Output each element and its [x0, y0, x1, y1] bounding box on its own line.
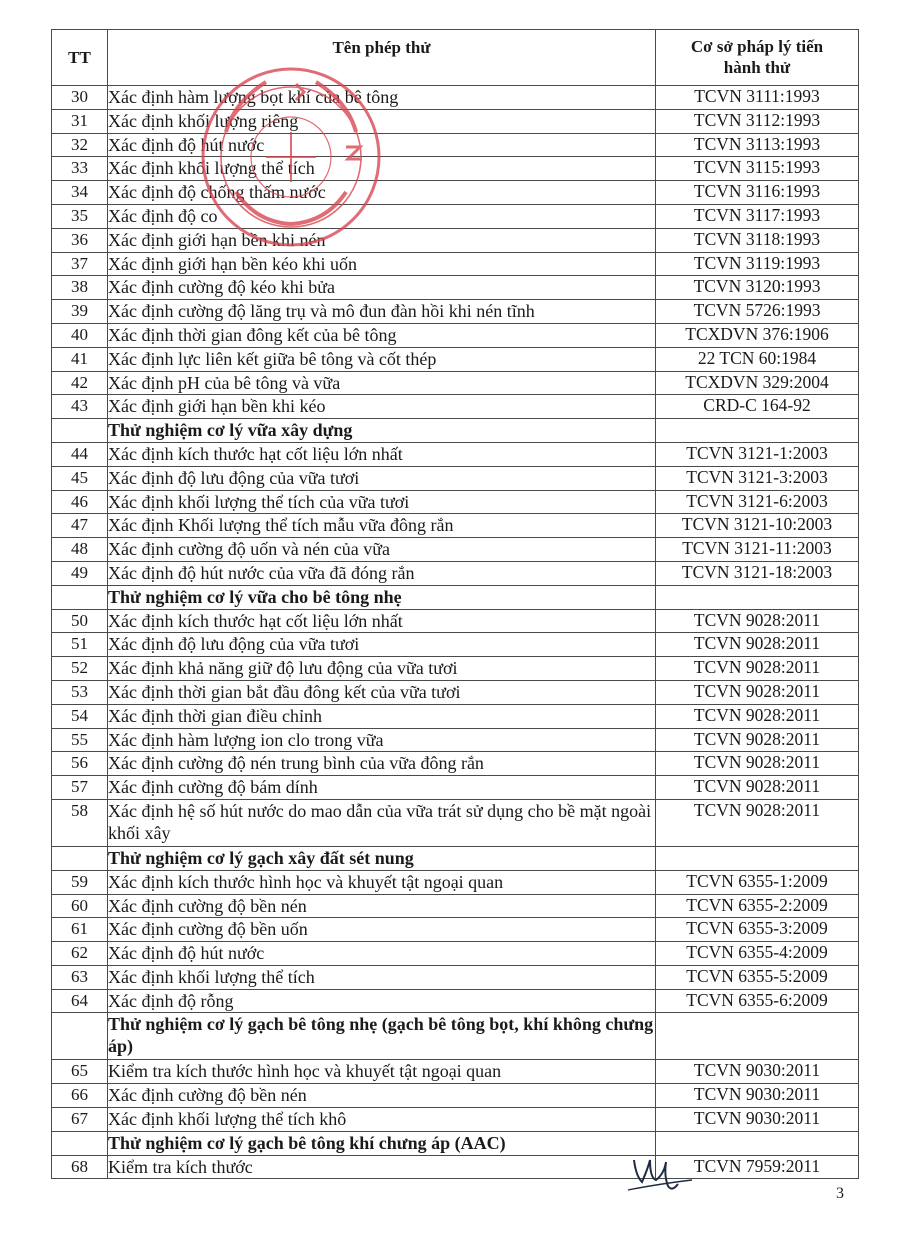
- table-row: [52, 776, 859, 800]
- legal-basis: TCVN 3116:1993: [656, 181, 859, 205]
- table-row: [52, 442, 859, 466]
- table-row: [52, 728, 859, 752]
- section-header-row: [52, 846, 859, 870]
- row-number: 40: [52, 323, 108, 347]
- legal-basis: TCVN 9028:2011: [656, 776, 859, 800]
- test-name: Xác định lực liên kết giữa bê tông và cốt thép: [108, 347, 656, 371]
- table-row: [52, 157, 859, 181]
- test-name: Xác định khả năng giữ độ lưu động của vữa tươi: [108, 657, 656, 681]
- row-number: 67: [52, 1108, 108, 1132]
- section-header-row: [52, 1131, 859, 1155]
- legal-basis: [656, 846, 859, 870]
- row-number: 51: [52, 633, 108, 657]
- table-row: [52, 752, 859, 776]
- legal-basis: CRD-C 164-92: [656, 395, 859, 419]
- row-number: [52, 846, 108, 870]
- table-row: [52, 965, 859, 989]
- test-name: Xác định giới hạn bền khi kéo: [108, 395, 656, 419]
- row-number: 38: [52, 276, 108, 300]
- legal-basis: TCVN 3118:1993: [656, 228, 859, 252]
- header-test-name: Tên phép thử: [108, 30, 656, 86]
- row-number: 65: [52, 1060, 108, 1084]
- row-number: 39: [52, 300, 108, 324]
- row-number: 34: [52, 181, 108, 205]
- table-row: [52, 466, 859, 490]
- test-name: Kiểm tra kích thước: [108, 1155, 656, 1179]
- legal-basis: TCVN 9030:2011: [656, 1108, 859, 1132]
- row-number: 48: [52, 538, 108, 562]
- row-number: 56: [52, 752, 108, 776]
- table-row: [52, 252, 859, 276]
- header-legal-basis: Cơ sở pháp lý tiến hành thử: [656, 30, 859, 86]
- test-name: Xác định thời gian đông kết của bê tông: [108, 323, 656, 347]
- test-name: Xác định cường độ bám dính: [108, 776, 656, 800]
- test-name: Xác định kích thước hạt cốt liệu lớn nhất: [108, 442, 656, 466]
- section-title: Thử nghiệm cơ lý gạch bê tông nhẹ (gạch bê tông bọt, khí không chưng áp): [108, 1013, 656, 1060]
- legal-basis: TCVN 6355-3:2009: [656, 918, 859, 942]
- table-row: [52, 918, 859, 942]
- row-number: 61: [52, 918, 108, 942]
- legal-basis: TCVN 7959:2011: [656, 1155, 859, 1179]
- test-name: Xác định độ co: [108, 204, 656, 228]
- legal-basis: TCVN 3121-1:2003: [656, 442, 859, 466]
- table-row: [52, 204, 859, 228]
- legal-basis: [656, 585, 859, 609]
- row-number: 63: [52, 965, 108, 989]
- table-row: [52, 347, 859, 371]
- test-name: Xác định cường độ uốn và nén của vữa: [108, 538, 656, 562]
- legal-basis: TCXDVN 376:1906: [656, 323, 859, 347]
- row-number: 49: [52, 561, 108, 585]
- table-row: [52, 181, 859, 205]
- table-body: [52, 86, 859, 1179]
- legal-basis: TCVN 9028:2011: [656, 728, 859, 752]
- table-row: [52, 86, 859, 110]
- table-row: [52, 633, 859, 657]
- test-name: Xác định pH của bê tông và vữa: [108, 371, 656, 395]
- test-name: Xác định hàm lượng ion clo trong vữa: [108, 728, 656, 752]
- test-name: Xác định cường độ kéo khi bửa: [108, 276, 656, 300]
- legal-basis: [656, 419, 859, 443]
- row-number: 54: [52, 704, 108, 728]
- row-number: 50: [52, 609, 108, 633]
- row-number: [52, 1013, 108, 1060]
- row-number: 55: [52, 728, 108, 752]
- row-number: [52, 585, 108, 609]
- legal-basis: TCVN 3121-18:2003: [656, 561, 859, 585]
- test-name: Xác định kích thước hình học và khuyết tật ngoại quan: [108, 870, 656, 894]
- legal-basis: TCVN 5726:1993: [656, 300, 859, 324]
- row-number: 44: [52, 442, 108, 466]
- test-name: Xác định cường độ lăng trụ và mô đun đàn hồi khi nén tĩnh: [108, 300, 656, 324]
- row-number: 52: [52, 657, 108, 681]
- test-name: Kiểm tra kích thước hình học và khuyết tật ngoại quan: [108, 1060, 656, 1084]
- legal-basis: TCVN 3112:1993: [656, 109, 859, 133]
- table-header-row: [52, 30, 859, 86]
- legal-basis: TCVN 9028:2011: [656, 799, 859, 846]
- table-row: [52, 989, 859, 1013]
- test-name: Xác định thời gian bắt đầu đông kết của vữa tươi: [108, 680, 656, 704]
- row-number: 66: [52, 1084, 108, 1108]
- test-name: Xác định hàm lượng bọt khí của bê tông: [108, 86, 656, 110]
- legal-basis: TCVN 3115:1993: [656, 157, 859, 181]
- row-number: 32: [52, 133, 108, 157]
- legal-basis: TCVN 3117:1993: [656, 204, 859, 228]
- legal-basis: TCVN 6355-4:2009: [656, 942, 859, 966]
- table-row: [52, 1155, 859, 1179]
- row-number: 58: [52, 799, 108, 846]
- row-number: 57: [52, 776, 108, 800]
- section-title: Thử nghiệm cơ lý gạch xây đất sét nung: [108, 846, 656, 870]
- row-number: 41: [52, 347, 108, 371]
- section-header-row: [52, 1013, 859, 1060]
- legal-basis: TCVN 9030:2011: [656, 1084, 859, 1108]
- test-name: Xác định khối lượng thể tích của vữa tươi: [108, 490, 656, 514]
- test-name: Xác định giới hạn bền kéo khi uốn: [108, 252, 656, 276]
- test-name: Xác định khối lượng thể tích: [108, 965, 656, 989]
- table-row: [52, 514, 859, 538]
- test-name: Xác định độ lưu động của vữa tươi: [108, 466, 656, 490]
- test-name: Xác định Khối lượng thể tích mẫu vữa đông rắn: [108, 514, 656, 538]
- test-name: Xác định độ hút nước: [108, 942, 656, 966]
- test-name: Xác định khối lượng thể tích khô: [108, 1108, 656, 1132]
- test-name: Xác định khối lượng thể tích: [108, 157, 656, 181]
- row-number: 62: [52, 942, 108, 966]
- table-row: [52, 323, 859, 347]
- table-row: [52, 680, 859, 704]
- handwritten-signature: [626, 1150, 696, 1195]
- legal-basis: TCVN 3121-11:2003: [656, 538, 859, 562]
- test-methods-table: [51, 29, 859, 1179]
- table-row: [52, 704, 859, 728]
- test-name: Xác định độ hút nước: [108, 133, 656, 157]
- row-number: 59: [52, 870, 108, 894]
- table-row: [52, 276, 859, 300]
- legal-basis: TCVN 9028:2011: [656, 752, 859, 776]
- test-name: Xác định độ hút nước của vữa đã đóng rắn: [108, 561, 656, 585]
- section-title: Thử nghiệm cơ lý vữa cho bê tông nhẹ: [108, 585, 656, 609]
- table-row: [52, 894, 859, 918]
- row-number: [52, 1131, 108, 1155]
- row-number: 30: [52, 86, 108, 110]
- test-name: Xác định cường độ nén trung bình của vữa đông rắn: [108, 752, 656, 776]
- legal-basis: TCVN 3121-10:2003: [656, 514, 859, 538]
- legal-basis: TCVN 3121-3:2003: [656, 466, 859, 490]
- table-row: [52, 799, 859, 846]
- test-name: Xác định độ chống thấm nước: [108, 181, 656, 205]
- legal-basis: TCVN 9028:2011: [656, 633, 859, 657]
- legal-basis: TCVN 3111:1993: [656, 86, 859, 110]
- legal-basis: TCVN 6355-5:2009: [656, 965, 859, 989]
- test-name: Xác định giới hạn bền khi nén: [108, 228, 656, 252]
- row-number: 37: [52, 252, 108, 276]
- page-number: 3: [836, 1185, 844, 1202]
- table-row: [52, 300, 859, 324]
- legal-basis: TCVN 3120:1993: [656, 276, 859, 300]
- test-name: Xác định thời gian điều chỉnh: [108, 704, 656, 728]
- row-number: 53: [52, 680, 108, 704]
- header-tt: TT: [52, 30, 108, 86]
- section-header-row: [52, 419, 859, 443]
- row-number: 45: [52, 466, 108, 490]
- table-row: [52, 490, 859, 514]
- row-number: 64: [52, 989, 108, 1013]
- row-number: 35: [52, 204, 108, 228]
- row-number: 60: [52, 894, 108, 918]
- table-row: [52, 1084, 859, 1108]
- section-title: Thử nghiệm cơ lý vữa xây dựng: [108, 419, 656, 443]
- row-number: 47: [52, 514, 108, 538]
- section-header-row: [52, 585, 859, 609]
- test-name: Xác định cường độ bền nén: [108, 1084, 656, 1108]
- legal-basis: TCVN 9030:2011: [656, 1060, 859, 1084]
- row-number: [52, 419, 108, 443]
- test-name: Xác định khối lượng riêng: [108, 109, 656, 133]
- legal-basis: TCVN 6355-2:2009: [656, 894, 859, 918]
- test-name: Xác định độ rỗng: [108, 989, 656, 1013]
- test-name: Xác định độ lưu động của vữa tươi: [108, 633, 656, 657]
- table-row: [52, 538, 859, 562]
- legal-basis: TCXDVN 329:2004: [656, 371, 859, 395]
- row-number: 31: [52, 109, 108, 133]
- legal-basis: TCVN 3121-6:2003: [656, 490, 859, 514]
- table-row: [52, 371, 859, 395]
- legal-basis: [656, 1013, 859, 1060]
- table-row: [52, 1108, 859, 1132]
- legal-basis: TCVN 9028:2011: [656, 609, 859, 633]
- table-row: [52, 395, 859, 419]
- row-number: 46: [52, 490, 108, 514]
- legal-basis: TCVN 3119:1993: [656, 252, 859, 276]
- test-name: Xác định cường độ bền uốn: [108, 918, 656, 942]
- table-row: [52, 1060, 859, 1084]
- legal-basis: TCVN 3113:1993: [656, 133, 859, 157]
- table-row: [52, 870, 859, 894]
- row-number: 36: [52, 228, 108, 252]
- row-number: 43: [52, 395, 108, 419]
- legal-basis: TCVN 9028:2011: [656, 657, 859, 681]
- legal-basis: TCVN 6355-1:2009: [656, 870, 859, 894]
- legal-basis: TCVN 9028:2011: [656, 704, 859, 728]
- table-row: [52, 942, 859, 966]
- test-name: Xác định cường độ bền nén: [108, 894, 656, 918]
- test-name: Xác định kích thước hạt cốt liệu lớn nhất: [108, 609, 656, 633]
- table-row: [52, 228, 859, 252]
- legal-basis: TCVN 6355-6:2009: [656, 989, 859, 1013]
- table-row: [52, 133, 859, 157]
- section-title: Thử nghiệm cơ lý gạch bê tông khí chưng áp (AAC): [108, 1131, 656, 1155]
- legal-basis: TCVN 9028:2011: [656, 680, 859, 704]
- legal-basis: 22 TCN 60:1984: [656, 347, 859, 371]
- row-number: 42: [52, 371, 108, 395]
- row-number: 33: [52, 157, 108, 181]
- table-row: [52, 609, 859, 633]
- table-row: [52, 657, 859, 681]
- test-name: Xác định hệ số hút nước do mao dẫn của vữa trát sử dụng cho bề mặt ngoài khối xây: [108, 799, 656, 846]
- table-row: [52, 561, 859, 585]
- table-row: [52, 109, 859, 133]
- row-number: 68: [52, 1155, 108, 1179]
